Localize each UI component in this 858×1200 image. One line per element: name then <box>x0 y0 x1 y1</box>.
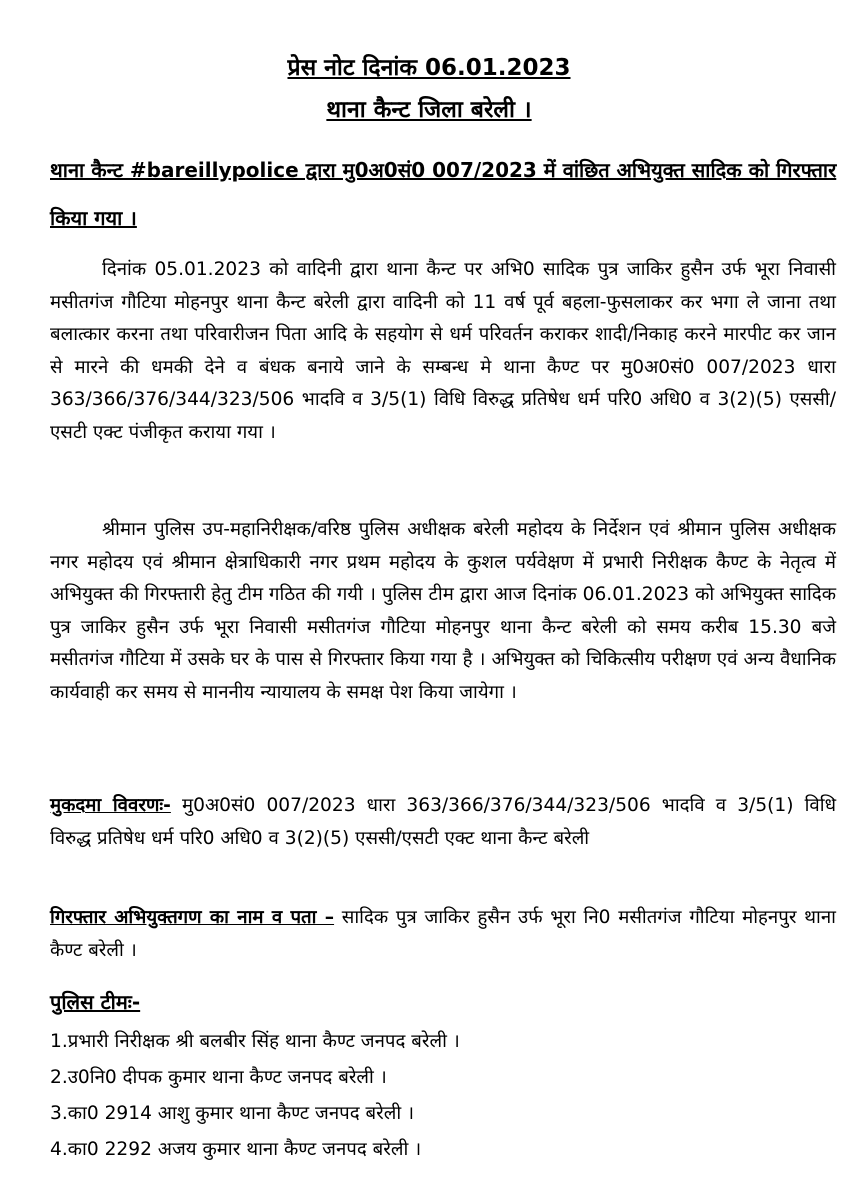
arrest-paragraph: श्रीमान पुलिस उप-महानिरीक्षक/वरिष्ठ पुलिस अधीक्षक बरेली महोदय के निर्देशन एवं श्रीमान पुलिस अधीक्षक नगर महोदय एवं श्रीमान क्षेत्राधिकारी नगर प्रथम महोदय के कुशल पर्यवेक्षण में प्रभारी निरीक्षक कैण्ट के नेतृत्व में अभियुक्त की गिरफ्तारी हेतु टीम गठित की गयी । पुलिस टीम द्वारा आज दिनांक 06.01.2023 को अभियुक्त सादिक पुत्र जाकिर हुसैन उर्फ भूरा निवासी मसीतगंज गौटिया मोहनपुर थाना कैन्ट बरेली को समय करीब 15.30 बजे मसीतगंज गौटिया में उसके घर के पास से गिरफ्तार किया गया है । अभियुक्त को चिकित्सीय परीक्षण एवं अन्य वैधानिक कार्यवाही कर समय से माननीय न्यायालय के समक्ष पेश किया जायेगा । <box>50 519 836 703</box>
team-member: 3.का0 2914 आशु कुमार थाना कैण्ट जनपद बरेली । <box>50 1103 415 1124</box>
team-member: 4.का0 2292 अजय कुमार थाना कैण्ट जनपद बरेली । <box>50 1139 422 1160</box>
police-station-title: थाना कैन्ट जिला बरेली । <box>326 97 532 123</box>
press-note-title: प्रेस नोट दिनांक 06.01.2023 <box>287 55 571 81</box>
case-details-label: मुकदमा विवरणः- <box>50 795 171 816</box>
arrested-label: गिरफ्तार अभियुक्तगण का नाम व पता – <box>50 907 335 928</box>
complaint-paragraph: दिनांक 05.01.2023 को वादिनी द्वारा थाना कैन्ट पर अभि0 सादिक पुत्र जाकिर हुसैन उर्फ भूरा निवासी मसीतगंज गौटिया मोहनपुर थाना कैन्ट बरेली द्वारा वादिनी को 11 वर्ष पूर्व बहला-फुसलाकर कर भगा ले जाना तथा बलात्कार करना तथा परिवारीजन पिता आदि के सहयोग से धर्म परिवर्तन कराकर शादी/निकाह करने मारपीट कर जान से मारने की धमकी देने व बंधक बनाये जाने के सम्बन्ध मे थाना कैण्ट पर मु0अ0सं0 007/2023 धारा 363/366/376/344/323/506 भादवि व 3/5(1) विधि विरुद्ध प्रतिषेध धर्म परि0 अधि0 व 3(2)(5) एससी/एसटी एक्ट पंजीकृत कराया गया । <box>50 259 836 443</box>
police-team-heading: पुलिस टीमः- <box>50 990 141 1014</box>
team-member: 2.उ0नि0 दीपक कुमार थाना कैण्ट जनपद बरेली । <box>50 1067 387 1088</box>
subject-heading: थाना कैन्ट #bareillypolice द्वारा मु0अ0सं0 007/2023 में वांछित अभियुक्त सादिक को गिरफ्तार किया गया । <box>50 158 837 230</box>
arrested-accused <box>50 902 836 967</box>
case-details-text: मु0अ0सं0 007/2023 धारा 363/366/376/344/323/506 भादवि व 3/5(1) विधि विरुद्ध प्रतिषेध धर्म परि0 अधि0 व 3(2)(5) एससी/एसटी एक्ट थाना कैन्ट बरेली <box>50 795 836 849</box>
case-details <box>50 790 836 855</box>
team-member: 1.प्रभारी निरीक्षक श्री बलबीर सिंह थाना कैण्ट जनपद बरेली । <box>50 1031 460 1052</box>
arrested-text: सादिक पुत्र जाकिर हुसैन उर्फ भूरा नि0 मसीतगंज गौटिया मोहनपुर थाना कैण्ट बरेली । <box>50 907 836 961</box>
police-team-list <box>50 1024 460 1168</box>
